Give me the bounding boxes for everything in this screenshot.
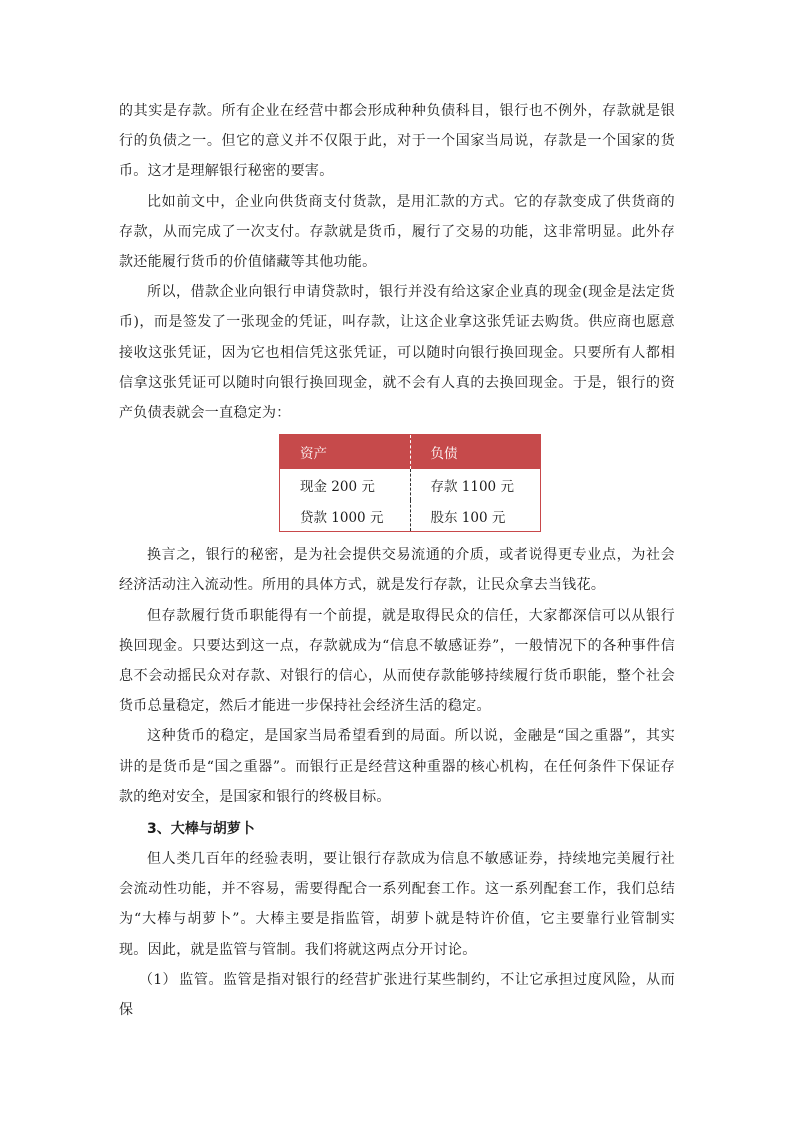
list-item-text: 监管。监管是指对银行的经营扩张进行某些制约，不让它承担过度风险，从而保 xyxy=(119,971,675,1019)
paragraph-5: 但存款履行货币职能得有一个前提，就是取得民众的信任，大家都深信可以从银行换回现金。只要达到这一点，存款就成为“信息不敏感证券”，一般情况下的各种事件信息不会动摇民众对存款、对银行的信心，从而使存款能够持续履行货币职能，整个社会货币总量稳定，然后才能进一步保持社会经济生活的稳定。 xyxy=(119,607,675,715)
list-item-number: （1） xyxy=(139,971,177,988)
paragraph-4: 换言之，银行的秘密，是为社会提供交易流通的介质，或者说得更专业点，为社会经济活动注入流动性。所用的具体方式，就是发行存款，让民众拿去当钱花。 xyxy=(119,547,675,594)
table-header-row xyxy=(280,435,541,470)
liability-cell: 存款 1100 元 xyxy=(430,478,514,495)
asset-cell: 贷款 1000 元 xyxy=(280,500,411,532)
liability-cell: 股东 100 元 xyxy=(430,509,506,526)
table-row xyxy=(280,500,541,532)
balance-sheet-table xyxy=(279,434,541,532)
header-assets: 资产 xyxy=(280,435,411,470)
paragraph-1: 的其实是存款。所有企业在经营中都会形成种种负债科目，银行也不例外，存款就是银行的负债之一。但它的意义并不仅限于此，对于一个国家当局说，存款是一个国家的货币。这才是理解银行秘密的要害。 xyxy=(119,103,675,180)
paragraph-6: 这种货币的稳定，是国家当局希望看到的局面。所以说，金融是“国之重器”，其实讲的是货币是“国之重器”。而银行正是经营这种重器的核心机构，在任何条件下保证存款的绝对安全，是国家和银行的终极目标。 xyxy=(119,728,675,805)
document-page xyxy=(119,96,675,1025)
table-row xyxy=(280,469,541,500)
paragraph-7: 但人类几百年的经验表明，要让银行存款成为信息不敏感证券，持续地完美履行社会流动性功能，并不容易，需要得配合一系列配套工作。这一系列配套工作，我们总结为“大棒与胡萝卜”。大棒主要是指监管，胡萝卜就是特许价值，它主要靠行业管制实现。因此，就是监管与管制。我们将就这两点分开讨论。 xyxy=(119,851,675,958)
header-liabilities: 负债 xyxy=(410,435,541,470)
asset-cell: 现金 200 元 xyxy=(280,469,411,500)
balance-sheet-table-wrapper xyxy=(145,434,675,532)
paragraph-3: 所以，借款企业向银行申请贷款时，银行并没有给这家企业真的现金(现金是法定货币)，而是签发了一张现金的凭证，叫存款，让这企业拿这张凭证去购货。供应商也愿意接收这张凭证，因为它也相信凭这张凭证，可以随时向银行换回现金。只要所有人都相信拿这张凭证可以随时向银行换回现金，就不会有人真的去换回现金。于是，银行的资产负债表就会一直稳定为： xyxy=(119,284,675,422)
list-item xyxy=(119,965,675,1025)
section-heading: 3、大棒与胡萝卜 xyxy=(147,821,255,838)
paragraph-2: 比如前文中，企业向供货商支付货款，是用汇款的方式。它的存款变成了供货商的存款，从而完成了一次支付。存款就是货币，履行了交易的功能，这非常明显。此外存款还能履行货币的价值储藏等其他功能。 xyxy=(119,193,675,271)
